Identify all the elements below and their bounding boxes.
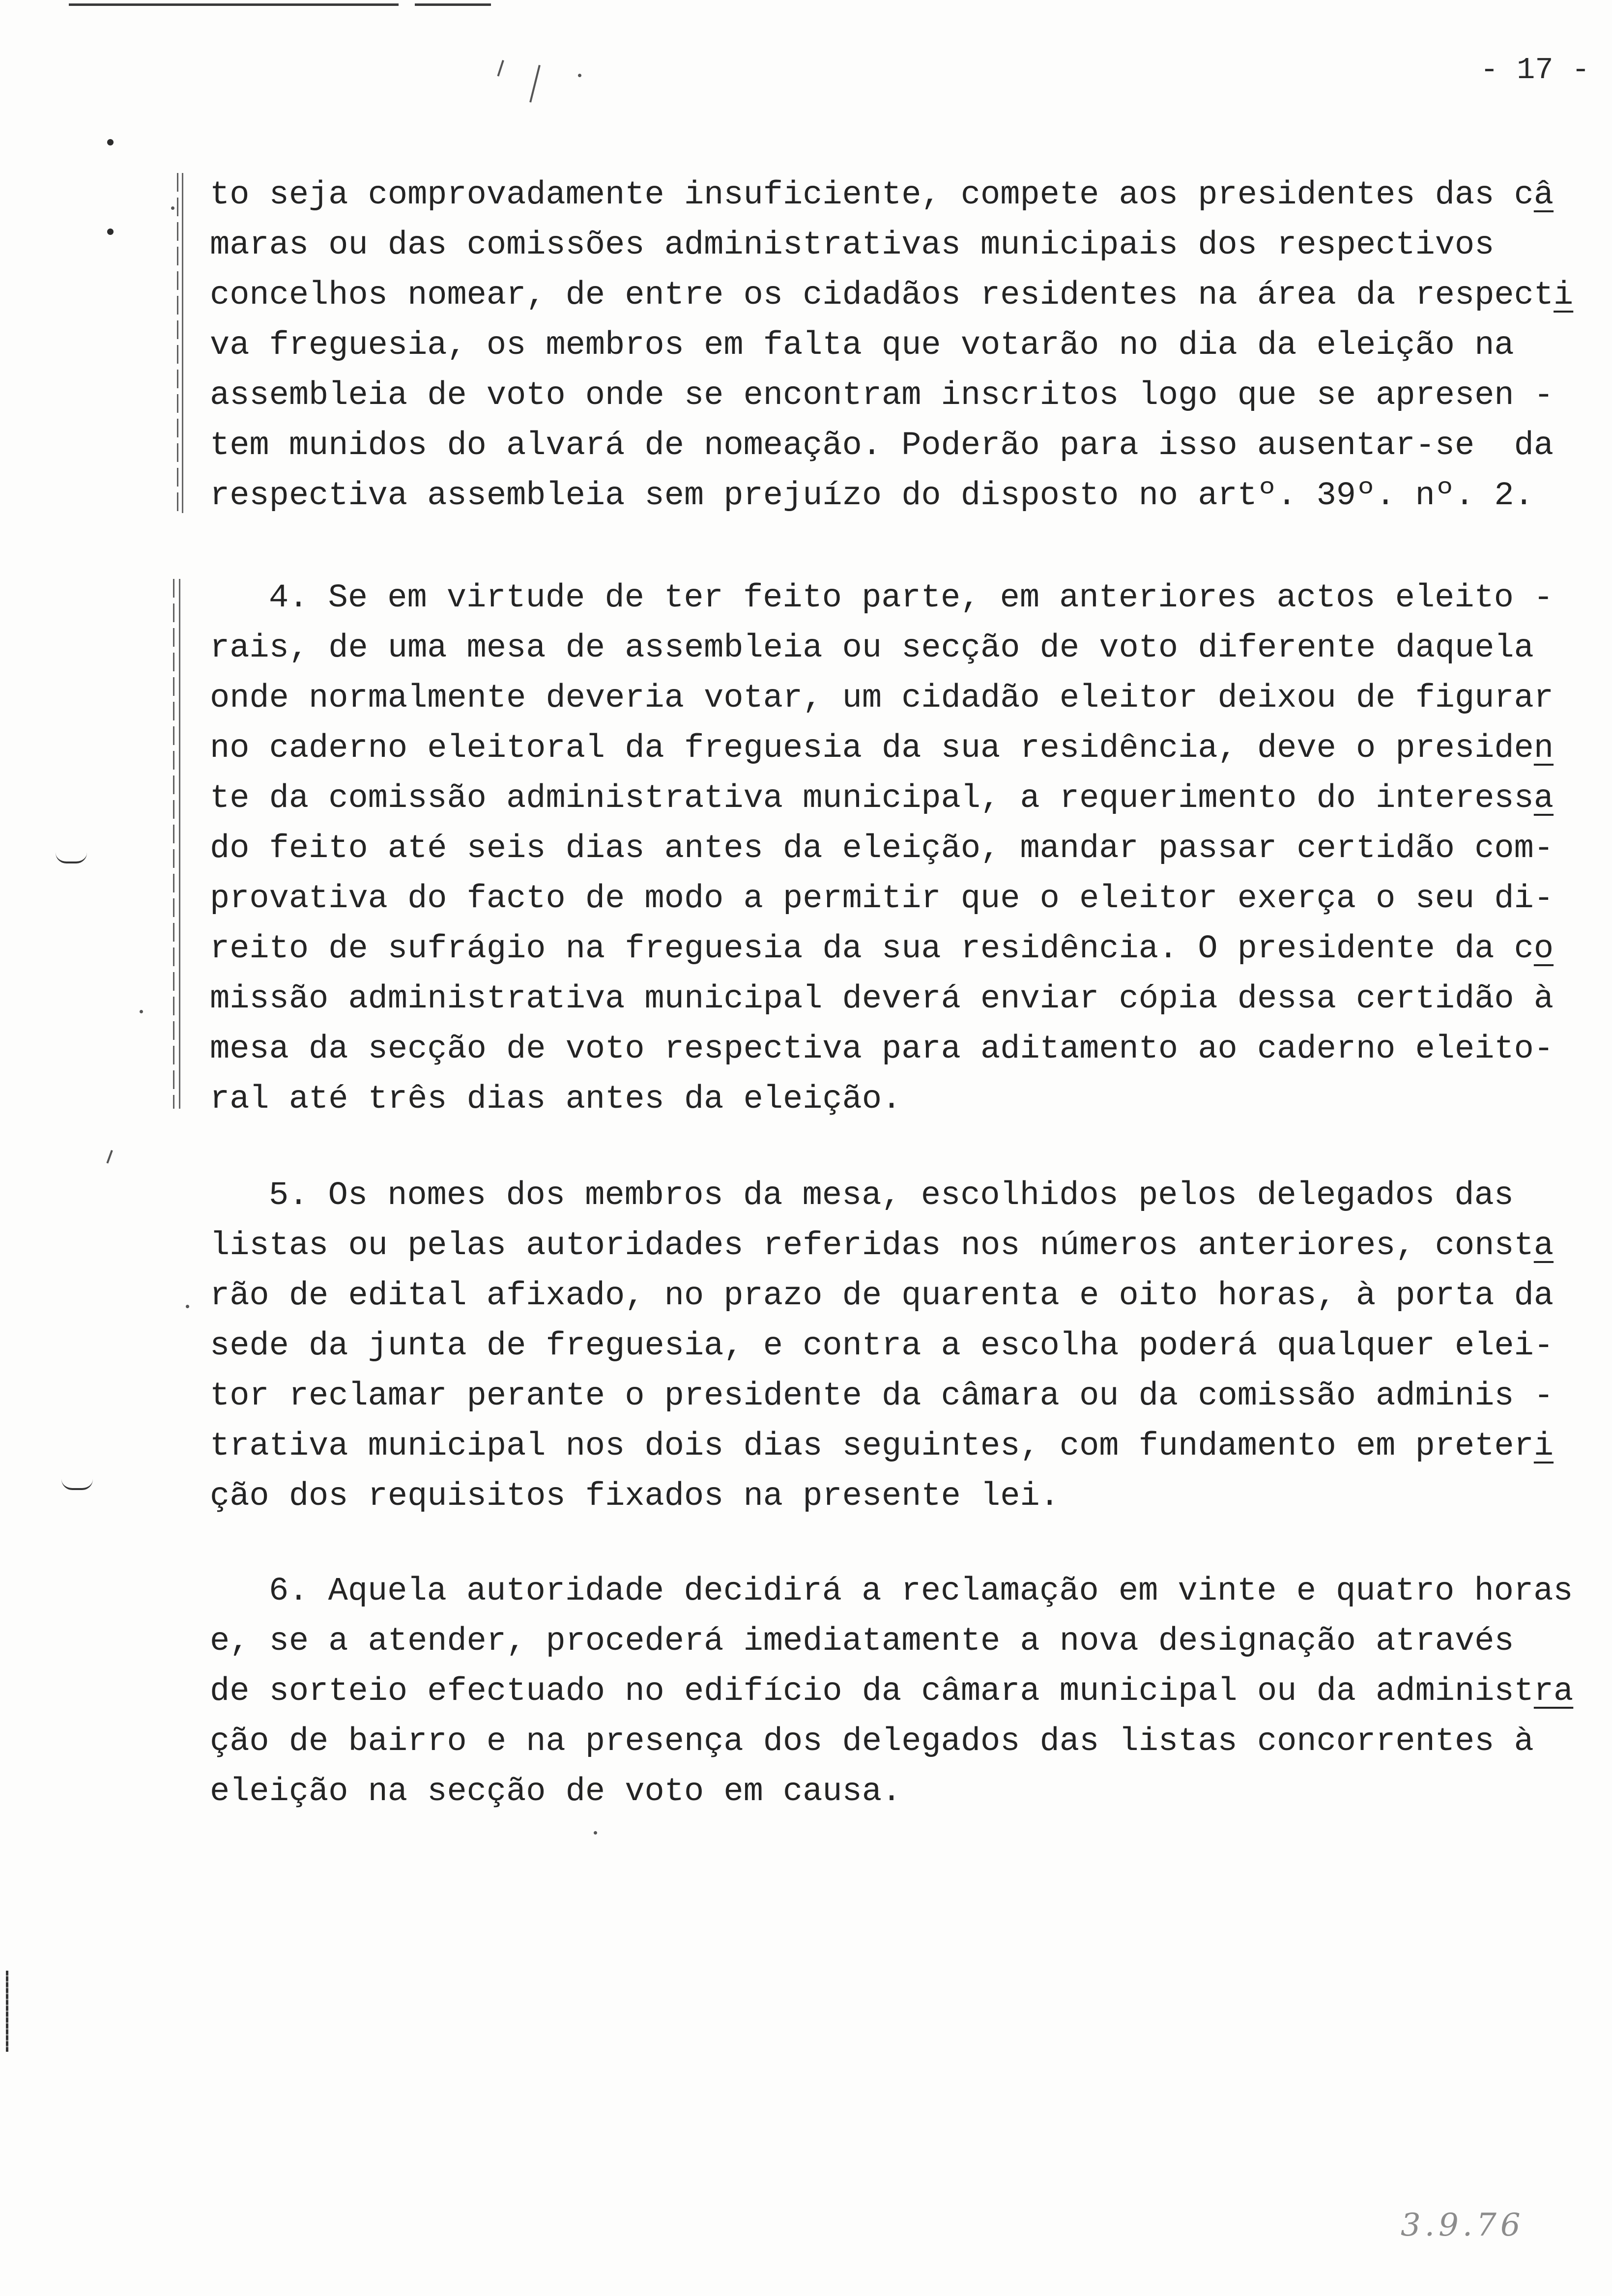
handwritten-date: 3.9.76 [1401,2207,1525,2243]
line-text: te da comissão administrativa municipal, a requerimento do interess [210,780,1534,817]
hyphenation-underline: i [1554,277,1574,314]
line-text: assembleia de voto onde se encontram inscritos logo que se apresen - [210,377,1554,414]
line-text: onde normalmente deveria votar, um cidadão eleitor deixou de figurar [210,680,1554,717]
text-line [210,1171,1601,1221]
line-text: eleição na secção de voto em causa. [210,1773,902,1810]
text-line [210,1321,1601,1371]
line-text: concelhos nomear, de entre os cidadãos residentes na área da respect [210,277,1554,314]
text-line [210,1767,1601,1817]
line-text: 6. Aquela autoridade decidirá a reclamação em vinte e quatro horas [269,1573,1573,1610]
text-line [210,320,1601,371]
hyphenation-underline: a [1533,1227,1554,1264]
line-text: de sorteio efectuado no edifício da câmara municipal ou da administ [210,1673,1534,1710]
line-text: va freguesia, os membros em falta que votarão no dia da eleição na [210,327,1514,364]
paragraph-6 [210,1566,1601,1817]
line-text: missão administrativa municipal deverá enviar cópia dessa certidão à [210,980,1554,1018]
text-line [210,623,1601,673]
paragraph-4 [210,573,1601,1124]
line-text: 5. Os nomes dos membros da mesa, escolhidos pelos delegados das [269,1177,1514,1214]
text-line [210,1566,1601,1616]
line-text: provativa do facto de modo a permitir que o eleitor exerça o seu di- [210,880,1554,918]
line-text: ção de bairro e na presença dos delegados das listas concorrentes à [210,1723,1534,1760]
text-line [210,723,1601,774]
text-line [210,220,1601,270]
paragraph-continuation [210,170,1601,521]
hyphenation-underline: i [1533,1428,1554,1465]
hyphenation-underline: â [1533,176,1554,214]
line-text: mesa da secção de voto respectiva para aditamento ao caderno eleito- [210,1031,1554,1068]
line-text: tor reclamar perante o presidente da câmara ou da comissão adminis - [210,1378,1554,1415]
line-text: maras ou das comissões administrativas municipais dos respectivos [210,227,1495,264]
text-line [210,1616,1601,1666]
text-line [210,371,1601,421]
page-number: - 17 - [1480,53,1590,87]
text-line [210,1666,1601,1717]
text-line [210,874,1601,924]
text-line [210,1271,1601,1321]
text-line [210,673,1601,723]
text-line [210,471,1601,521]
line-text: rão de edital afixado, no prazo de quarenta e oito horas, à porta da [210,1277,1554,1315]
text-line [210,1221,1601,1271]
hyphenation-underline: o [1533,930,1554,968]
text-line [210,824,1601,874]
paragraph-5 [210,1171,1601,1521]
text-line [210,774,1601,824]
text-line [210,421,1601,471]
line-text: reito de sufrágio na freguesia da sua residência. O presidente da c [210,930,1534,968]
hyphenation-underline: n [1533,730,1554,767]
line-text: respectiva assembleia sem prejuízo do disposto no artº. 39º. nº. 2. [210,477,1534,515]
line-text: 4. Se em virtude de ter feito parte, em anteriores actos eleito - [269,579,1554,617]
text-line [210,573,1601,623]
line-text: sede da junta de freguesia, e contra a escolha poderá qualquer elei- [210,1327,1554,1365]
text-line [210,170,1601,220]
hyphenation-underline: ra [1533,1673,1574,1710]
line-text: e, se a atender, procederá imediatamente a nova designação através [210,1623,1514,1660]
line-text: listas ou pelas autoridades referidas nos números anteriores, const [210,1227,1534,1264]
text-line [210,1024,1601,1074]
line-text: no caderno eleitoral da freguesia da sua residência, deve o preside [210,730,1534,767]
text-line [210,1717,1601,1767]
line-text: do feito até seis dias antes da eleição, mandar passar certidão com- [210,830,1554,867]
line-text: ção dos requisitos fixados na presente lei. [210,1478,1060,1515]
text-line [210,1421,1601,1471]
line-text: tem munidos do alvará de nomeação. Poderão para isso ausentar-se da [210,427,1554,464]
line-text: rais, de uma mesa de assembleia ou secção de voto diferente daquela [210,630,1534,667]
hyphenation-underline: a [1533,780,1554,817]
text-line [210,924,1601,974]
line-text: ral até três dias antes da eleição. [210,1081,902,1118]
text-line [210,1074,1601,1124]
line-text: to seja comprovadamente insuficiente, compete aos presidentes das c [210,176,1534,214]
text-line [210,974,1601,1024]
text-line [210,1471,1601,1521]
line-text: trativa municipal nos dois dias seguintes, com fundamento em preter [210,1428,1534,1465]
text-line [210,270,1601,320]
text-line [210,1371,1601,1421]
